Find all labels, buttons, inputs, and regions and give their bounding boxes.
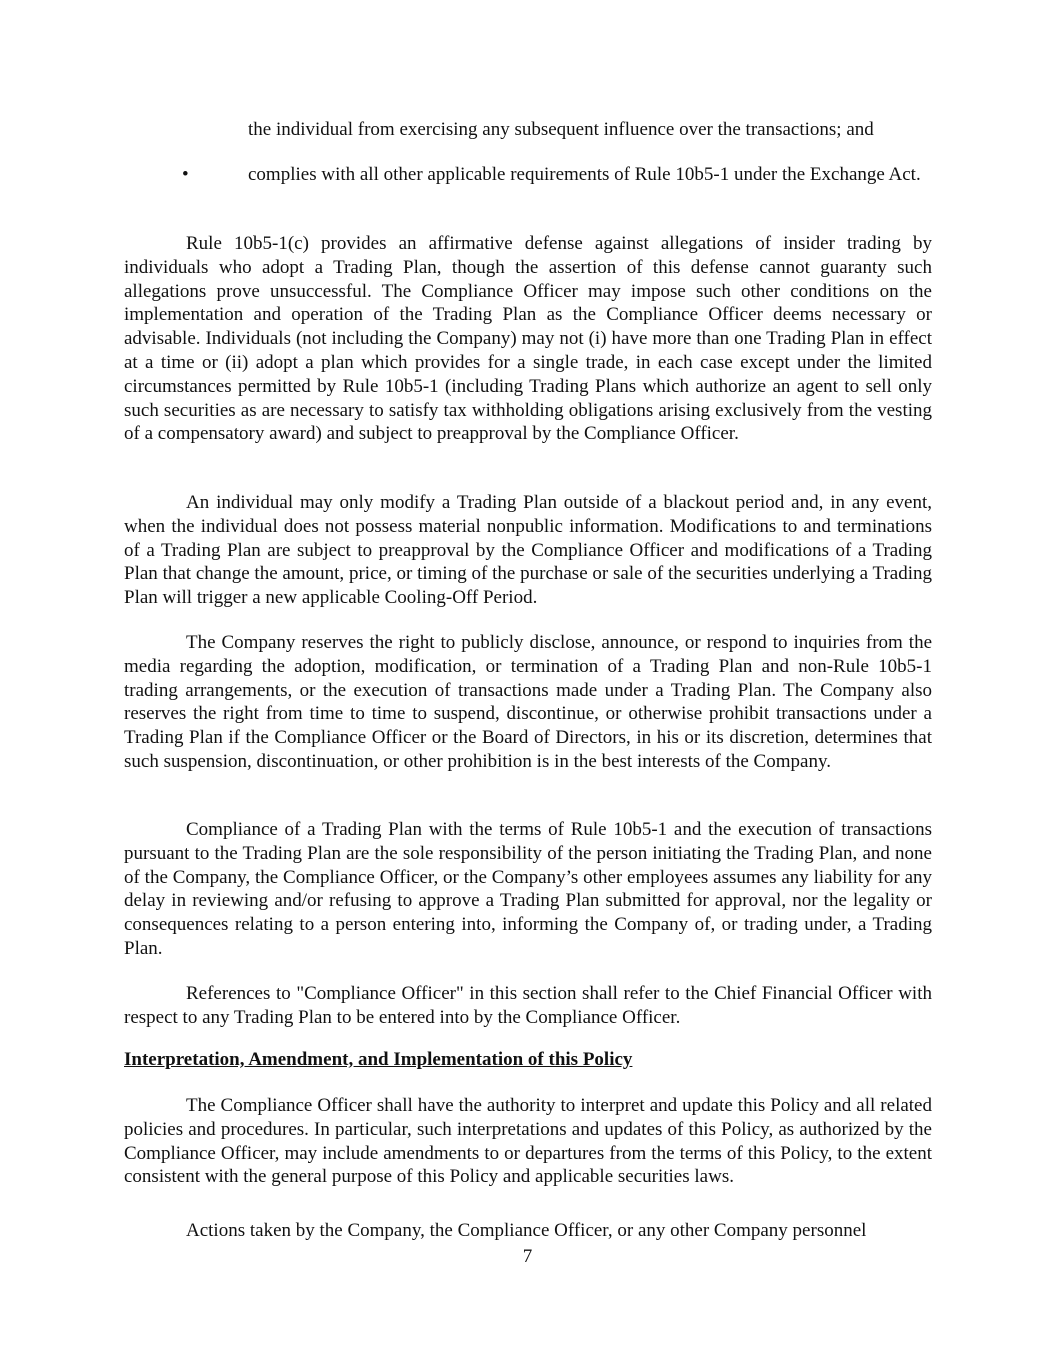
paragraph-disclosure [124, 631, 932, 774]
paragraph-text: The Compliance Officer shall have the authority to interpret and update this Policy and all related policies and procedures. In particular, such interpretations and updates of this Policy, as authorized by the Compliance Officer, may include amendments to or departures from the terms of this Policy, to the extent consistent with the general purpose of this Policy and applicable securities laws. [124, 1095, 932, 1188]
paragraph-text: References to "Compliance Officer" in this section shall refer to the Chief Financial Officer with respect to any Trading Plan to be entered into by the Compliance Officer. [124, 983, 932, 1028]
paragraph-references [124, 982, 932, 1030]
paragraph-text: An individual may only modify a Trading Plan outside of a blackout period and, in any event, when the individual does not possess material nonpublic information. Modifications to and terminations of a Trading Plan are subject to preapproval by the Compliance Officer and modifications of a Trading Plan that change the amount, price, or timing of the purchase or sale of the securities underlying a Trading Plan will trigger a new applicable Cooling-Off Period. [124, 492, 932, 609]
paragraph-text: The Company reserves the right to publicly disclose, announce, or respond to inquiries from the media regarding the adoption, modification, or termination of a Trading Plan and non-Rule 10b5-1 trading arrangements, or the execution of transactions made under a Trading Plan. The Company also reserves the right from time to time to suspend, discontinue, or otherwise prohibit transactions under a Trading Plan if the Compliance Officer or the Board of Directors, in his or its discretion, determines that such suspension, discontinuation, or other prohibition is in the best interests of the Company. [124, 632, 932, 772]
paragraph-text: Compliance of a Trading Plan with the terms of Rule 10b5-1 and the execution of transactions pursuant to the Trading Plan are the sole responsibility of the person initiating the Trading Plan, and none of the Company, the Compliance Officer, or the Company’s other employees assumes any liability for any delay in reviewing and/or refusing to approve a Trading Plan submitted for approval, nor the legality or consequences relating to a person entering into, informing the Company of, or trading under, a Trading Plan. [124, 819, 932, 959]
bullet-text: complies with all other applicable requirements of Rule 10b5-1 under the Exchange Act. [248, 164, 921, 185]
paragraph-text: Actions taken by the Company, the Compliance Officer, or any other Company personnel [186, 1220, 867, 1241]
section-heading: Interpretation, Amendment, and Implementation of this Policy [124, 1049, 633, 1070]
paragraph-modify-plan [124, 491, 932, 610]
paragraph-actions [124, 1219, 932, 1243]
paragraph-responsibility [124, 818, 932, 961]
bullet-symbol: • [182, 164, 189, 185]
bullet-item [124, 163, 932, 187]
page-number: 7 [522, 1246, 533, 1267]
paragraph-affirmative-defense [124, 232, 932, 446]
paragraph-interpretation [124, 1094, 932, 1189]
paragraph-text: Rule 10b5-1(c) provides an affirmative defense against allegations of insider trading by individuals who adopt a Trading Plan, though the assertion of this defense cannot guaranty such allegations prove unsuccessful. The Compliance Officer may impose such other conditions on the implementation and operation of the Trading Plan as the Compliance Officer deems necessary or advisable. Individuals (not including the Company) may not (i) have more than one Trading Plan in effect at a time or (ii) adopt a plan which provides for a single trade, in each case except under the limited circumstances permitted by Rule 10b5-1 (including Trading Plans which authorize an agent to sell only such securities as are necessary to satisfy tax withholding obligations arising exclusively from the vesting of a compensatory award) and subject to preapproval by the Compliance Officer. [124, 233, 932, 445]
continued-line: the individual from exercising any subsequent influence over the transactions; and [248, 119, 874, 140]
